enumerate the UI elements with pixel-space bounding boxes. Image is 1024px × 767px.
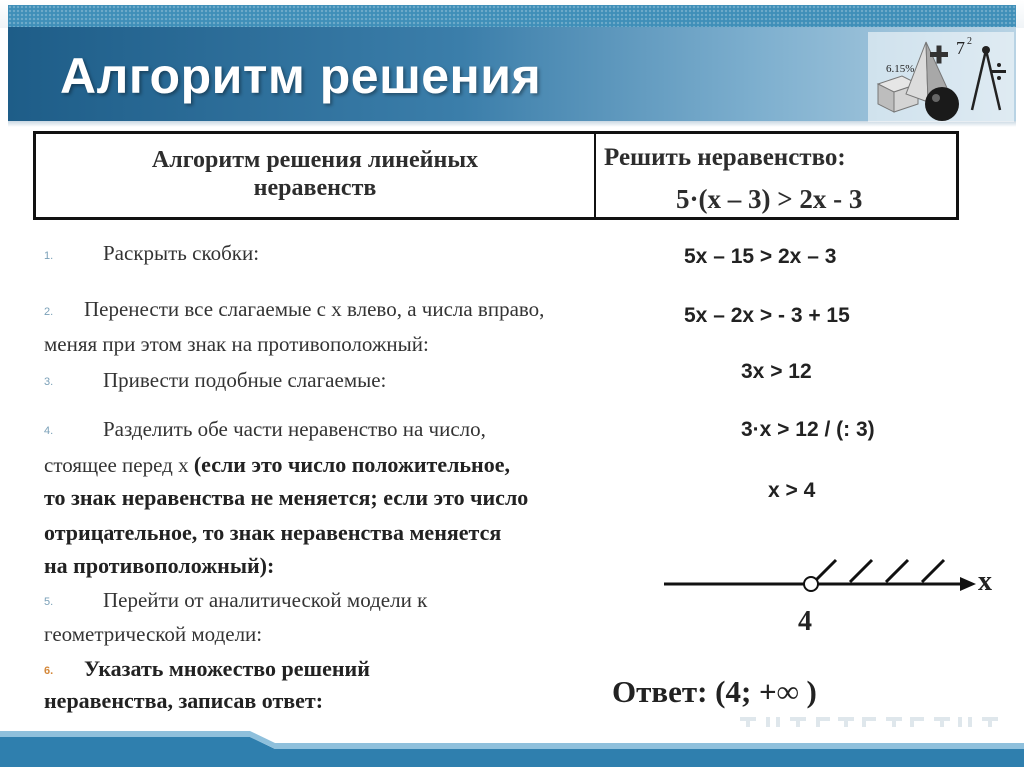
bottom-strip [0,727,1024,767]
number-line [660,552,1000,642]
logo-seven: 7 [956,38,965,58]
step-2-line-1: Перенести все слагаемые с х влево, а числа вправо, [84,297,545,321]
algorithm-header-line2: неравенств [253,175,377,201]
open-point-marker [804,577,818,591]
task-label: Решить неравенство: [604,144,846,171]
step-5-line-2: геометрической модели: [44,622,263,646]
step-number: 5. [44,596,54,608]
logo-percent: 6.15% [886,63,915,75]
step-3-line-1: Привести подобные слагаемые: [103,368,387,392]
geometry-logo-icon [868,32,1014,122]
step-4-line-2 [44,452,510,478]
number-line-axis-label: x [978,566,992,597]
step-6-line-2: неравенства, записав ответ: [44,688,324,713]
algorithm-table-header [33,131,959,220]
solution-step-2: 5x – 2x > - 3 + 15 [684,304,850,327]
algorithm-header-line1: Алгоритм решения линейных [151,147,479,173]
step-number: 6. [44,665,54,677]
page-title: Алгоритм решения [60,48,542,104]
step-4-line-1: Разделить обе части неравенство на число, [103,417,486,441]
step-1-line-1: Раскрыть скобки: [103,241,260,265]
step-4-line-2b: (если это число положительное, [193,452,510,477]
step-2-line-2: меняя при этом знак на противоположный: [44,332,429,356]
step-number: 3. [44,376,54,388]
step-number: 4. [44,425,54,437]
step-4-line-4: отрицательное, то знак неравенства меняется [44,520,502,545]
solution-step-4: 3·x > 12 / (: 3) [741,418,875,441]
solution-step-1: 5x – 15 > 2x – 3 [684,245,837,268]
step-4-line-5: на противоположный): [44,553,275,578]
number-line-point-label: 4 [798,606,812,637]
header-shadow [8,121,1016,127]
step-5-line-1: Перейти от аналитической модели к [103,588,428,612]
solution-step-5: x > 4 [768,479,816,502]
step-number: 1. [44,250,54,262]
top-decorative-bar [8,5,1016,27]
algorithm-header-cell [36,134,596,217]
answer: Ответ: (4; +∞ ) [612,674,817,709]
number-line-arrow [960,577,976,591]
step-4-line-3: то знак неравенства не меняется; если это число [44,485,529,510]
step-4-line-2a: стоящее перед х [44,453,194,477]
logo-sup: 2 [967,36,972,47]
number-line-hatching [814,560,944,582]
step-number: 2. [44,306,54,318]
step-6-line-1: Указать множество решений [84,656,370,681]
task-cell [596,134,956,217]
task-expression: 5·(x – 3) > 2x - 3 [676,184,863,214]
solution-step-3: 3x > 12 [741,360,812,383]
